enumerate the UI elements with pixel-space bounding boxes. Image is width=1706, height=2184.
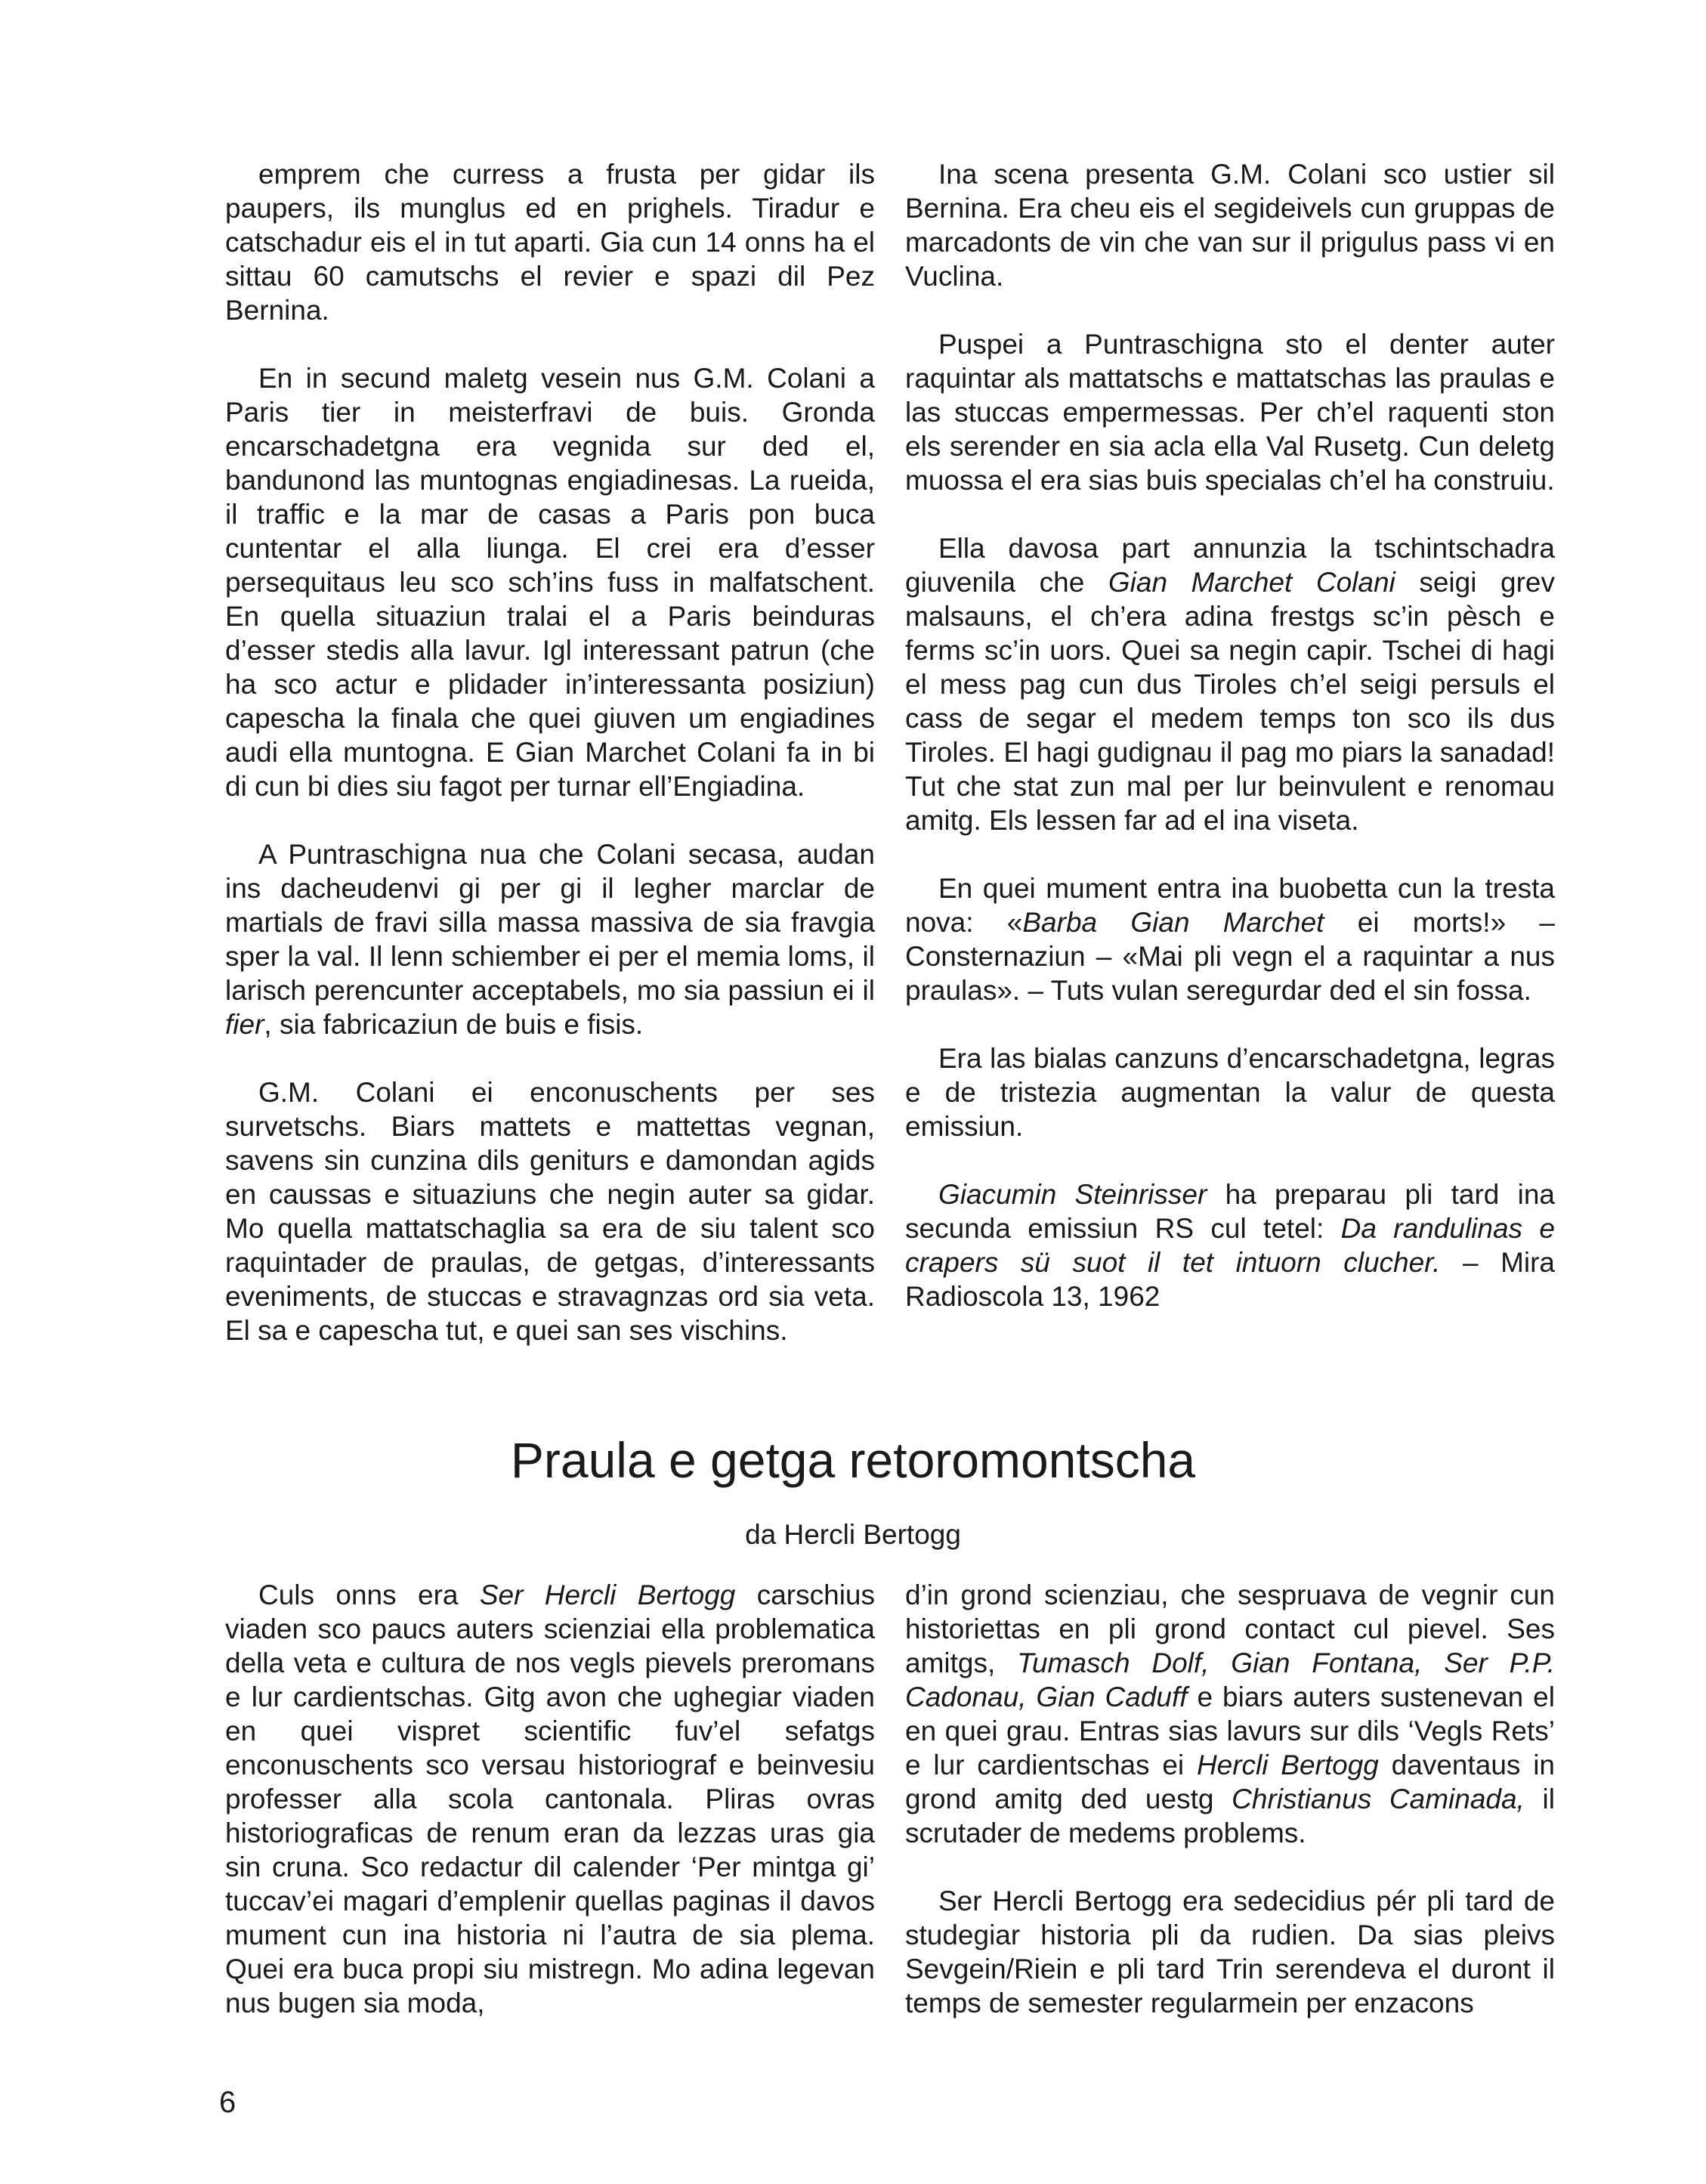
lower-left-column: [225, 1578, 875, 2062]
text-run: emprem che curress a frusta per gidar ils paupers, ils munglus ed en prighels. Tiradur e catschadur eis el in tut aparti. Gia cun 14 onns ha el sittau 60 camutschs el revier e spazi dil Pez Bernina.: [225, 159, 875, 326]
text-run: Culs onns era: [258, 1579, 480, 1610]
text-run: Era las bialas canzuns d’encarschadetgna, legras e de tristezia augmentan la valur de questa emissiun.: [905, 1043, 1555, 1142]
article-byline: da Hercli Bertogg: [745, 1519, 961, 1550]
lower-right-column: [905, 1578, 1555, 2062]
text-run: Ser Hercli Bertogg era sedecidius pér pli tard de studegiar historia pli da rudien. Da sias pleivs Sevgein/Riein e pli tard Trin serendeva el duront il temps de semester regularmein per enzacons: [905, 1885, 1555, 2018]
text-run: ha preparau pli tard ina secunda emissiun RS cul tetel:: [905, 1179, 1555, 1244]
italic-text: Hercli Bertogg: [1196, 1749, 1379, 1780]
upper-left-column: [225, 157, 875, 1347]
italic-text: Christianus Caminada,: [1232, 1783, 1525, 1814]
text-run: carschius viaden sco paucs auters scienziai ella problematica della veta e cultura de nos vegls pievels preromans e lur cardientschas. Gitg avon che ughegiar viaden en quei vispret scientific fuv’el sefatgs enconuschents sco versau historiograf e beinvesiu professer alla scola cantonala. Pliras ovras historiograficas de renum eran da lezzas uras gia sin cruna. Sco redactur dil calender ‘Per mintga gi’ tuccav’ei magari d’emplenir quellas paginas il davos mument cun ina historia ni l’autra de sia plema. Quei era buca propi siu mistregn. Mo adina legevan nus bugen sia moda,: [225, 1579, 875, 2018]
article-title: Praula e getga retoromontscha: [510, 1432, 1196, 1488]
text-run: daventaus in grond amitg ded uestg: [905, 1749, 1555, 1814]
italic-text: fier: [225, 1009, 264, 1040]
paragraph: [225, 1578, 875, 2020]
text-run: il scrutader de medems problems.: [905, 1783, 1555, 1848]
paragraph: [225, 837, 875, 1041]
italic-text: Barba Gian Marchet: [1022, 907, 1324, 938]
paragraph: [905, 531, 1555, 837]
paragraph: [905, 327, 1555, 497]
text-run: En quei mument entra ina buobetta cun la tresta nova: «: [905, 873, 1555, 938]
italic-text: Tumasch Dolf, Gian Fontana, Ser P.P. Cadonau, Gian Caduff: [905, 1647, 1555, 1712]
italic-text: Giacumin Steinrisser: [938, 1179, 1207, 1210]
paragraph: [905, 157, 1555, 293]
italic-text: Ser Hercli Bertogg: [479, 1579, 736, 1610]
paragraph: [905, 1884, 1555, 2020]
page-number: 6: [219, 2086, 236, 2119]
italic-text: Da randulinas e crapers sü suot il tet intuorn clucher.: [905, 1213, 1555, 1278]
text-run: d’in grond scienziau, che sespruava de vegnir cun historiettas en pli grond contact cul pievel. Ses amitgs,: [905, 1579, 1555, 1678]
italic-text: Gian Marchet Colani: [1108, 567, 1395, 598]
text-run: Puspei a Puntraschigna sto el denter auter raquintar als mattatschs e mattatschas las praulas e las stuccas empermessas. Per ch’el raquenti ston els serender en sia acla ella Val Rusetg. Cun deletg muossa el era sias buis specialas ch’el ha construiu.: [905, 329, 1555, 496]
text-run: Ina scena presenta G.M. Colani sco ustier sil Bernina. Era cheu eis el segideivels cun gruppas de marcadonts de vin che van sur il prigulus pass vi en Vuclina.: [905, 159, 1555, 292]
paragraph: [225, 361, 875, 803]
text-run: En in secund maletg vesein nus G.M. Colani a Paris tier in meisterfravi de buis. Gronda encarschadetgna era vegnida sur ded el, bandunond las muntognas engiadinesas. La rueida, il traffic e la mar de casas a Paris pon buca cuntentar el alla liunga. El crei era d’esser persequitaus leu sco sch’ins fuss in malfatschent. En quella situaziun tralai el a Paris beinduras d’esser stedis alla lavur. Igl interessant patrun (che ha sco actur e plidader in’interessanta posiziun) capescha la finala che quei giuven um engiadines audi ella muntogna. E Gian Marchet Colani fa in bi di cun bi dies siu fagot per turnar ell’Engiadina.: [225, 363, 875, 802]
paragraph: [905, 1041, 1555, 1143]
paragraph: [905, 1177, 1555, 1313]
text-run: ei morts!» – Consternaziun – «Mai pli vegn el a raquintar a nus praulas». – Tuts vulan seregurdar ded el sin fossa.: [905, 907, 1556, 1006]
text-run: A Puntraschigna nua che Colani secasa, audan ins dacheudenvi gi per gi il legher marclar de martials de fravi silla massa massiva de sia fravgia sper la val. Il lenn schiember ei per el memia loms, il larisch perencunter acceptabels, mo sia passiun ei il: [225, 839, 875, 1006]
paragraph: [905, 1578, 1555, 1850]
paragraph: [905, 871, 1555, 1007]
text-run: G.M. Colani ei enconuschents per ses survetschs. Biars mattets e mattettas vegnan, savens sin cunzina dils geniturs e damondan agids en caussas e situaziuns che negin auter sa gidar. Mo quella mattatschaglia sa era de siu talent sco raquintader de praulas, de getgas, d’interessants eveniments, de stuccas e stravagnzas ord sia veta. El sa e capescha tut, e quei san ses vischins.: [225, 1077, 875, 1346]
text-run: e biars auters sustenevan el en quei grau. Entras sias lavurs sur dils ‘Vegls Rets’ e lur cardientschas ei: [905, 1681, 1555, 1780]
paragraph: [225, 157, 875, 327]
text-run: – Mira Radioscola 13, 1962: [905, 1247, 1556, 1312]
text-run: Ella davosa part annunzia la tschintschadra giuvenila che: [905, 533, 1555, 598]
text-run: seigi grev malsauns, el ch’era adina frestgs sc’in pèsch e ferms sc’in uors. Quei sa negin capir. Tschei di hagi el mess pag cun dus Tiroles ch’el seigi persuls el cass de segar el medem temps ton sco ils dus Tiroles. El hagi gudignau il pag mo piars la sanadad! Tut che stat zun mal per lur beinvulent e renomau amitg. Els lessen far ad el ina viseta.: [905, 567, 1555, 836]
paragraph: [225, 1075, 875, 1347]
upper-right-column: [905, 157, 1555, 1313]
text-run: , sia fabricaziun de buis e fisis.: [264, 1009, 644, 1040]
